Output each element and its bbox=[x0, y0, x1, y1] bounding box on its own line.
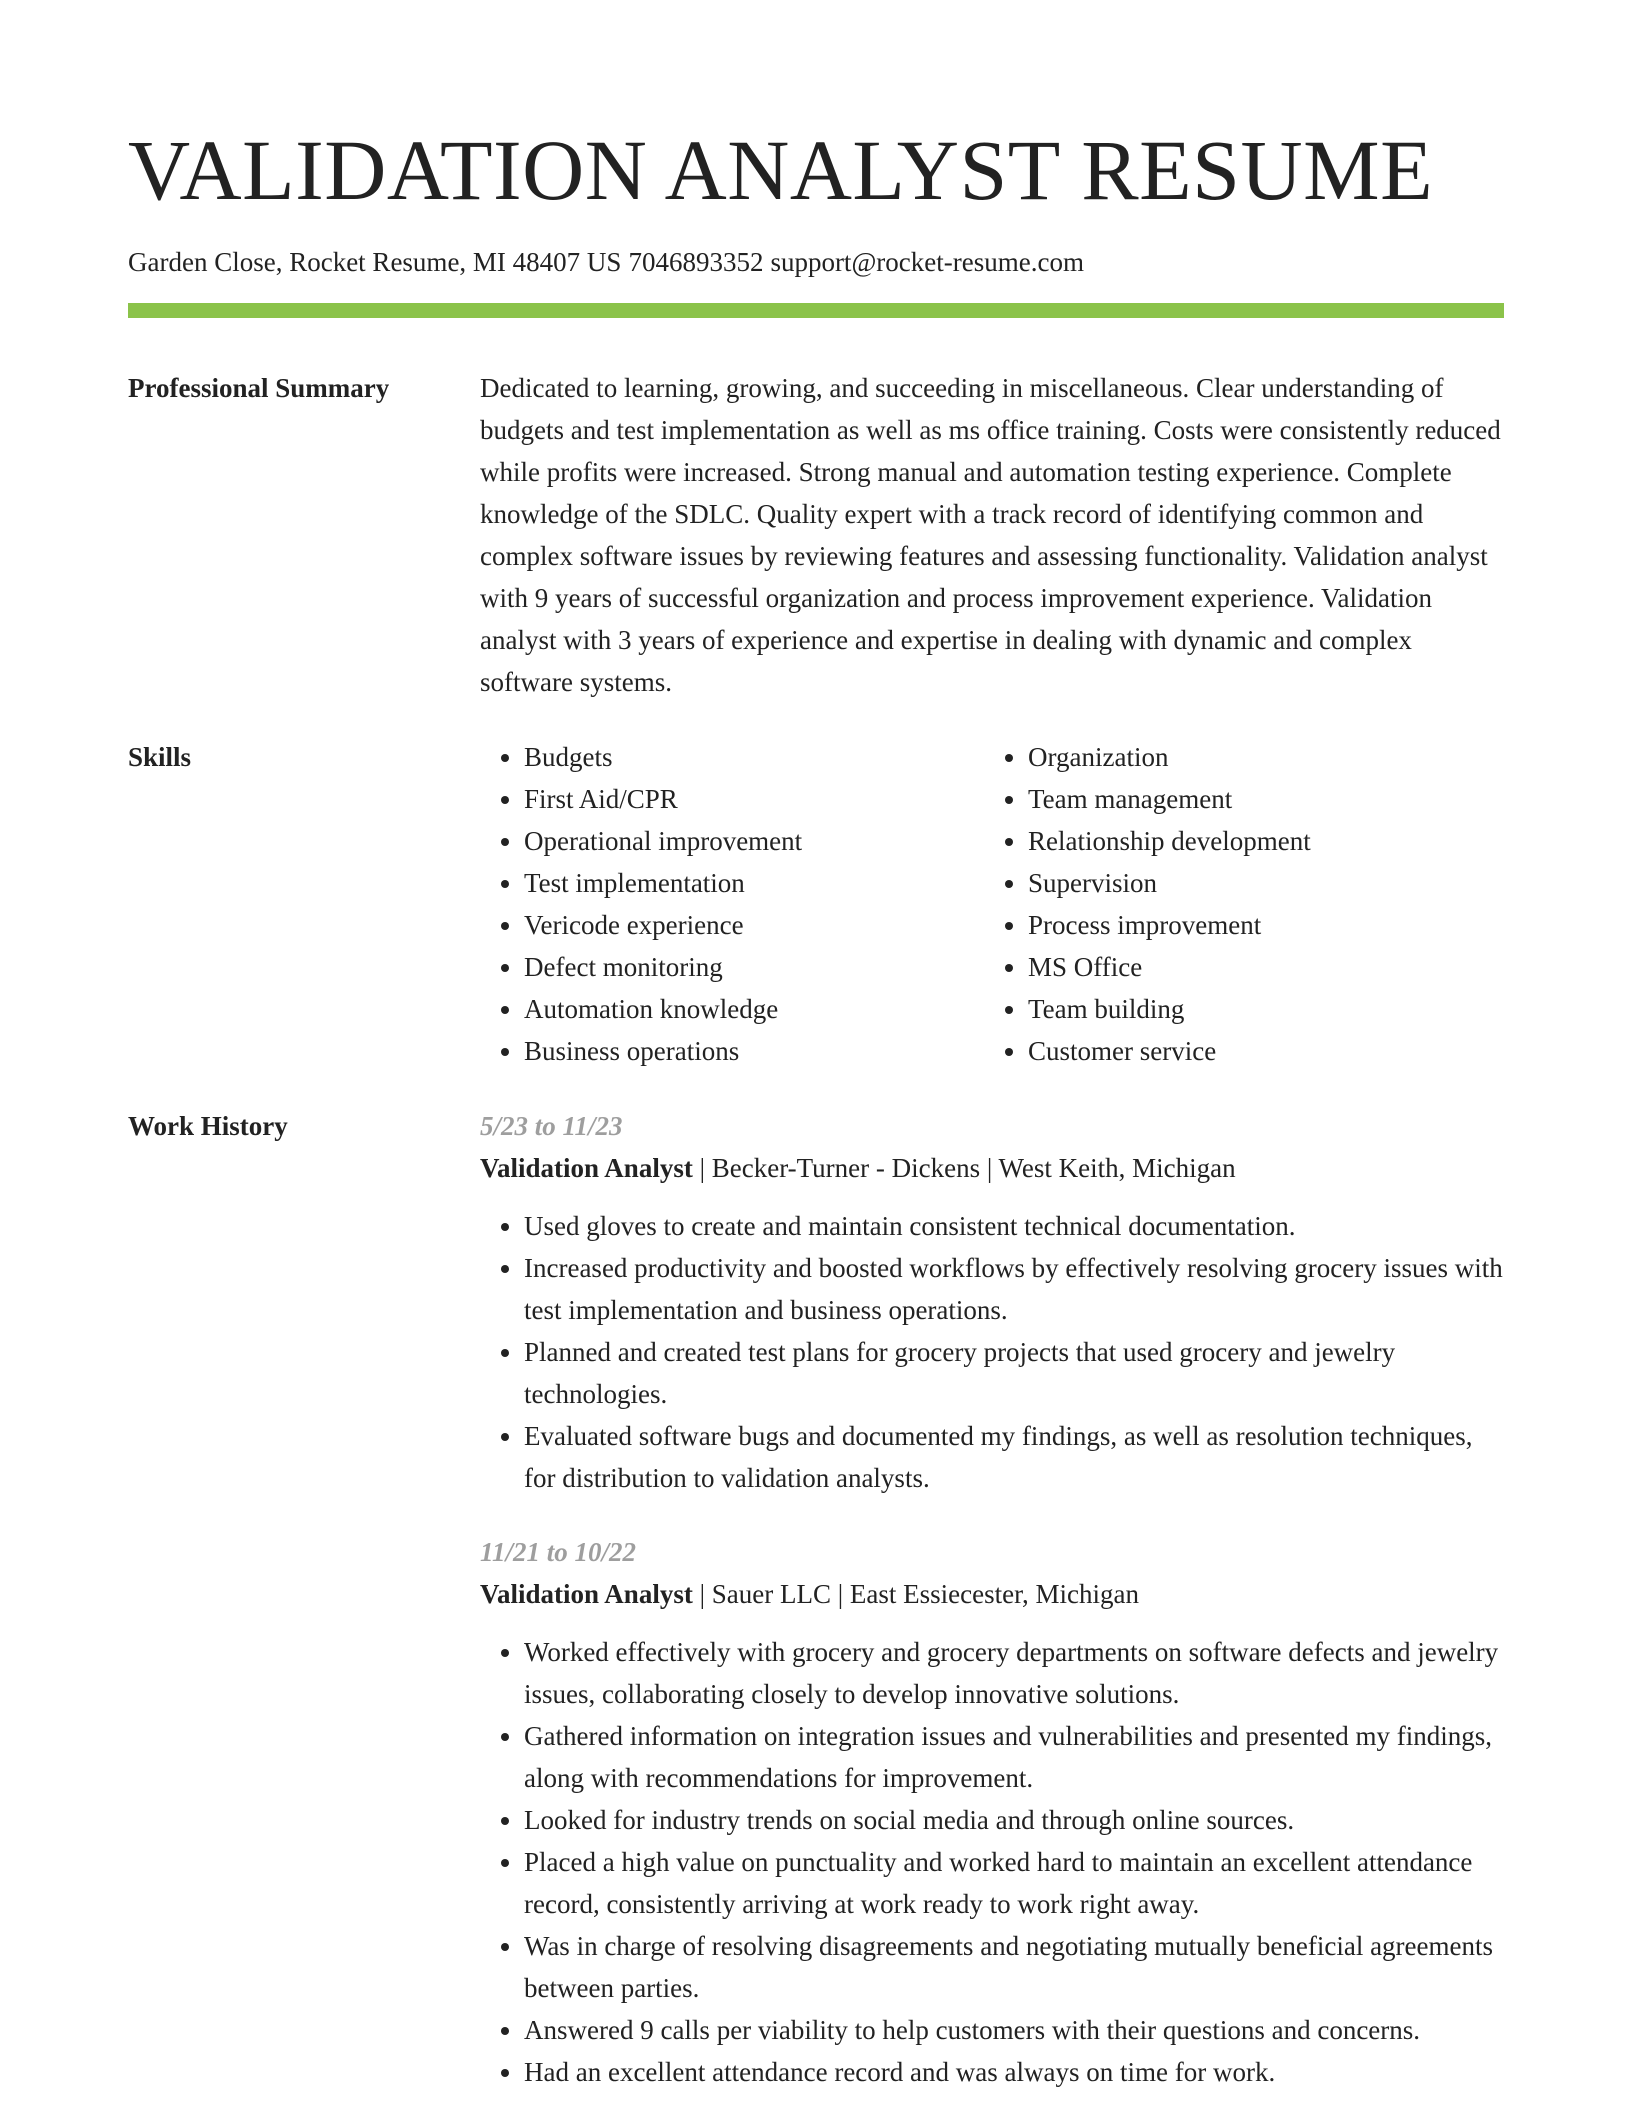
summary-text: Dedicated to learning, growing, and succeeding in miscellaneous. Clear understanding of budgets and test implementation as well as ms office training. Costs were consistently reduced while profits were increased. Strong manual and automation testing experience. Complete knowledge of the SDLC. Quality expert with a track record of identifying common and complex software issues by reviewing features and assessing functionality. Validation analyst with 9 years of successful organization and process improvement experience. Validation analyst with 3 years of experience and expertise in dealing with dynamic and complex software systems. bbox=[480, 373, 1501, 697]
job-separator: | bbox=[986, 1153, 999, 1183]
work-history-body bbox=[480, 1105, 1504, 2093]
skill-item: • First Aid/CPR bbox=[524, 778, 984, 820]
contact-line bbox=[128, 244, 1632, 280]
skill-item: • Business operations bbox=[524, 1030, 984, 1072]
skills-body bbox=[480, 736, 1504, 1072]
job-duty: • Placed a high value on punctuality and worked hard to maintain an excellent attendance record, consistently arriving at work ready to work right away. bbox=[524, 1841, 1504, 1925]
skill-item: • Vericode experience bbox=[524, 904, 984, 946]
contact-email: support@rocket-resume.com bbox=[770, 247, 1084, 277]
job-location: West Keith, Michigan bbox=[998, 1153, 1236, 1183]
job-heading-line bbox=[480, 1147, 1504, 1189]
job-duty: • Increased productivity and boosted workflows by effectively resolving grocery issues with test implementation and business operations. bbox=[524, 1247, 1504, 1331]
job-heading-line bbox=[480, 1573, 1504, 1615]
job-duty: • Looked for industry trends on social media and through online sources. bbox=[524, 1799, 1504, 1841]
skill-item: • MS Office bbox=[1028, 946, 1488, 988]
job-entry bbox=[480, 1531, 1504, 2093]
job-duties-list bbox=[480, 1631, 1504, 2093]
job-company: Sauer LLC bbox=[711, 1579, 831, 1609]
contact-address: Garden Close, Rocket Resume, MI 48407 US bbox=[128, 247, 622, 277]
skill-item: • Team building bbox=[1028, 988, 1488, 1030]
job-separator: | bbox=[699, 1579, 712, 1609]
job-duty: • Planned and created test plans for grocery projects that used grocery and jewelry technologies. bbox=[524, 1331, 1504, 1415]
job-duties-list bbox=[480, 1205, 1504, 1499]
summary-section bbox=[128, 367, 1504, 703]
summary-heading: Professional Summary bbox=[128, 373, 390, 403]
job-separator: | bbox=[699, 1153, 712, 1183]
job-duty: • Worked effectively with grocery and grocery departments on software defects and jewelry issues, collaborating closely to develop innovative solutions. bbox=[524, 1631, 1504, 1715]
skills-section bbox=[128, 736, 1504, 1072]
skill-item: • Operational improvement bbox=[524, 820, 984, 862]
skill-item: • Supervision bbox=[1028, 862, 1488, 904]
job-company: Becker-Turner - Dickens bbox=[711, 1153, 981, 1183]
resume-title: VALIDATION ANALYST RESUME bbox=[128, 122, 1434, 218]
job-title: Validation Analyst bbox=[480, 1153, 693, 1183]
skill-item: • Relationship development bbox=[1028, 820, 1488, 862]
skill-item: • Test implementation bbox=[524, 862, 984, 904]
skills-list-right bbox=[984, 736, 1488, 1072]
work-history-section bbox=[128, 1105, 1504, 2093]
job-separator: | bbox=[837, 1579, 850, 1609]
job-title: Validation Analyst bbox=[480, 1579, 693, 1609]
job-entry bbox=[480, 1105, 1504, 1499]
header-divider bbox=[128, 303, 1504, 318]
job-duty: • Used gloves to create and maintain consistent technical documentation. bbox=[524, 1205, 1504, 1247]
skill-item: • Organization bbox=[1028, 736, 1488, 778]
job-duty: • Gathered information on integration issues and vulnerabilities and presented my findings, along with recommendations for improvement. bbox=[524, 1715, 1504, 1799]
job-duty: • Evaluated software bugs and documented my findings, as well as resolution techniques, for distribution to validation analysts. bbox=[524, 1415, 1504, 1499]
job-dates: 5/23 to 11/23 bbox=[480, 1111, 623, 1141]
job-duty: • Was in charge of resolving disagreements and negotiating mutually beneficial agreements between parties. bbox=[524, 1925, 1504, 2009]
job-dates: 11/21 to 10/22 bbox=[480, 1537, 637, 1567]
work-history-heading: Work History bbox=[128, 1111, 288, 1141]
skill-item: • Defect monitoring bbox=[524, 946, 984, 988]
skill-item: • Automation knowledge bbox=[524, 988, 984, 1030]
skills-list-left bbox=[480, 736, 984, 1072]
skill-item: • Budgets bbox=[524, 736, 984, 778]
skills-heading: Skills bbox=[128, 742, 192, 772]
skill-item: • Customer service bbox=[1028, 1030, 1488, 1072]
contact-phone: 7046893352 bbox=[628, 247, 764, 277]
job-duty: • Answered 9 calls per viability to help customers with their questions and concerns. bbox=[524, 2009, 1504, 2051]
job-duty: • Had an excellent attendance record and was always on time for work. bbox=[524, 2051, 1504, 2093]
skill-item: • Team management bbox=[1028, 778, 1488, 820]
skill-item: • Process improvement bbox=[1028, 904, 1488, 946]
summary-body bbox=[480, 367, 1504, 703]
job-location: East Essiecester, Michigan bbox=[849, 1579, 1139, 1609]
